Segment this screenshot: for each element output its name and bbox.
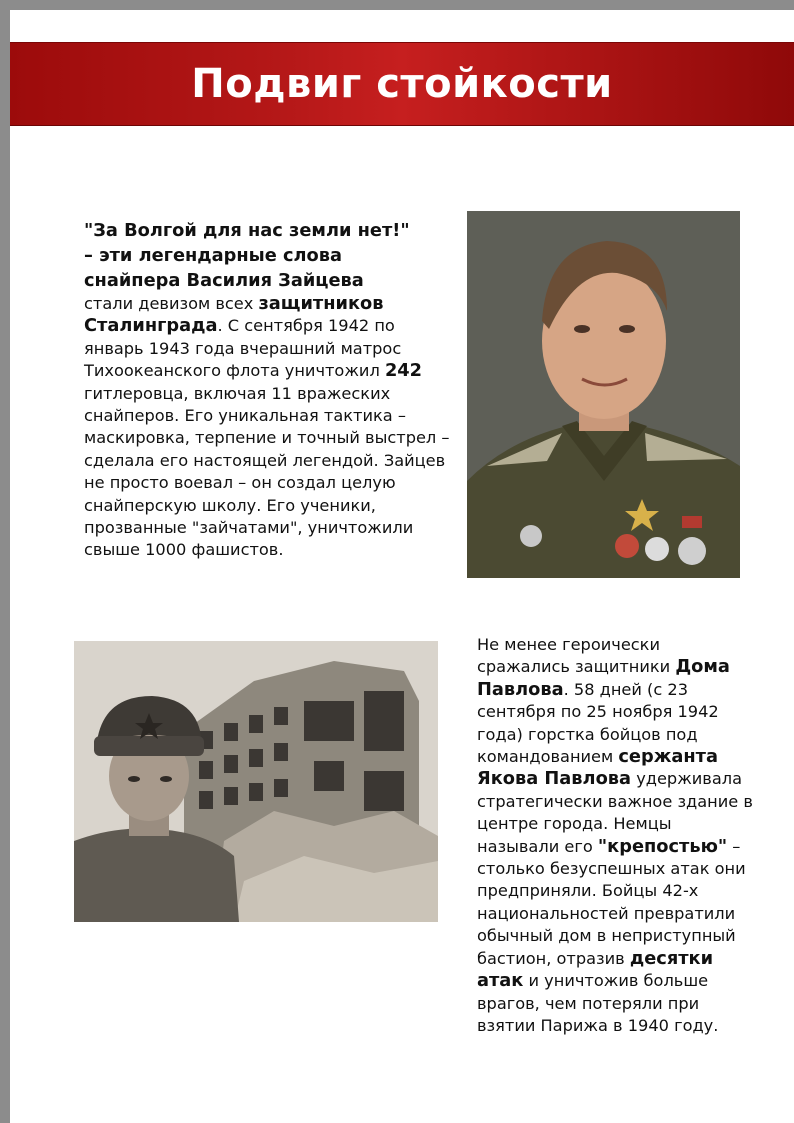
text-span: Не менее героически сражались защитники — [477, 635, 676, 677]
bold-fortress: "крепостью" — [597, 835, 728, 857]
pavlov-house-photo — [74, 641, 438, 922]
zaitsev-paragraph — [84, 293, 458, 562]
bold-sergeant: сержанта Якова Павлова — [477, 746, 718, 790]
text-span: . 58 дней (с 23 сентября по 25 ноября 1942 года) горстка бойцов под командованием — [477, 679, 719, 767]
text-span: стали девизом всех — [84, 294, 259, 313]
text-span: гитлеровца, включая 11 вражеских снайперов. Его уникальная тактика – маскировка, терпение и точный выстрел – сделала его настоящей легендой. Зайцев не просто воевал – он создал целую снайперскую школу. Его ученики, прозванные "зайчатами", уничтожили свыше 1000 фашистов. — [84, 383, 450, 560]
bold-pavlov-house: Дома Павлова — [477, 656, 730, 700]
page-title: Подвиг стойкости — [191, 61, 613, 107]
quote-line-3: снайпера Василия Зайцева — [84, 270, 364, 291]
page — [10, 10, 794, 1123]
text-span: – столько безуспешных атак они предприняли. Бойцы 42-х национальностей превратили обычный дом в неприступный бастион, отразив — [477, 836, 746, 968]
zaitsev-text-block — [84, 218, 458, 562]
quote-line-1: "За Волгой для нас земли нет!" — [84, 220, 410, 241]
text-span: . С сентября 1942 по январь 1943 года вчерашний матрос Тихоокеанского флота уничтожил — [84, 316, 402, 381]
bold-attacks: десятки атак — [477, 947, 714, 992]
bold-defenders: защитников Сталинграда — [84, 293, 384, 337]
text-span: и уничтожив больше врагов, чем потеряли при взятии Парижа в 1940 году. — [477, 971, 719, 1035]
bold-count: 242 — [384, 360, 423, 382]
zaitsev-portrait-photo — [467, 211, 740, 578]
quote-line-2: – эти легендарные слова — [84, 245, 343, 266]
title-banner — [10, 42, 794, 126]
pavlov-text-block — [477, 634, 757, 1037]
text-span: удерживала стратегически важное здание в центре города. Немцы называли его — [477, 769, 753, 856]
